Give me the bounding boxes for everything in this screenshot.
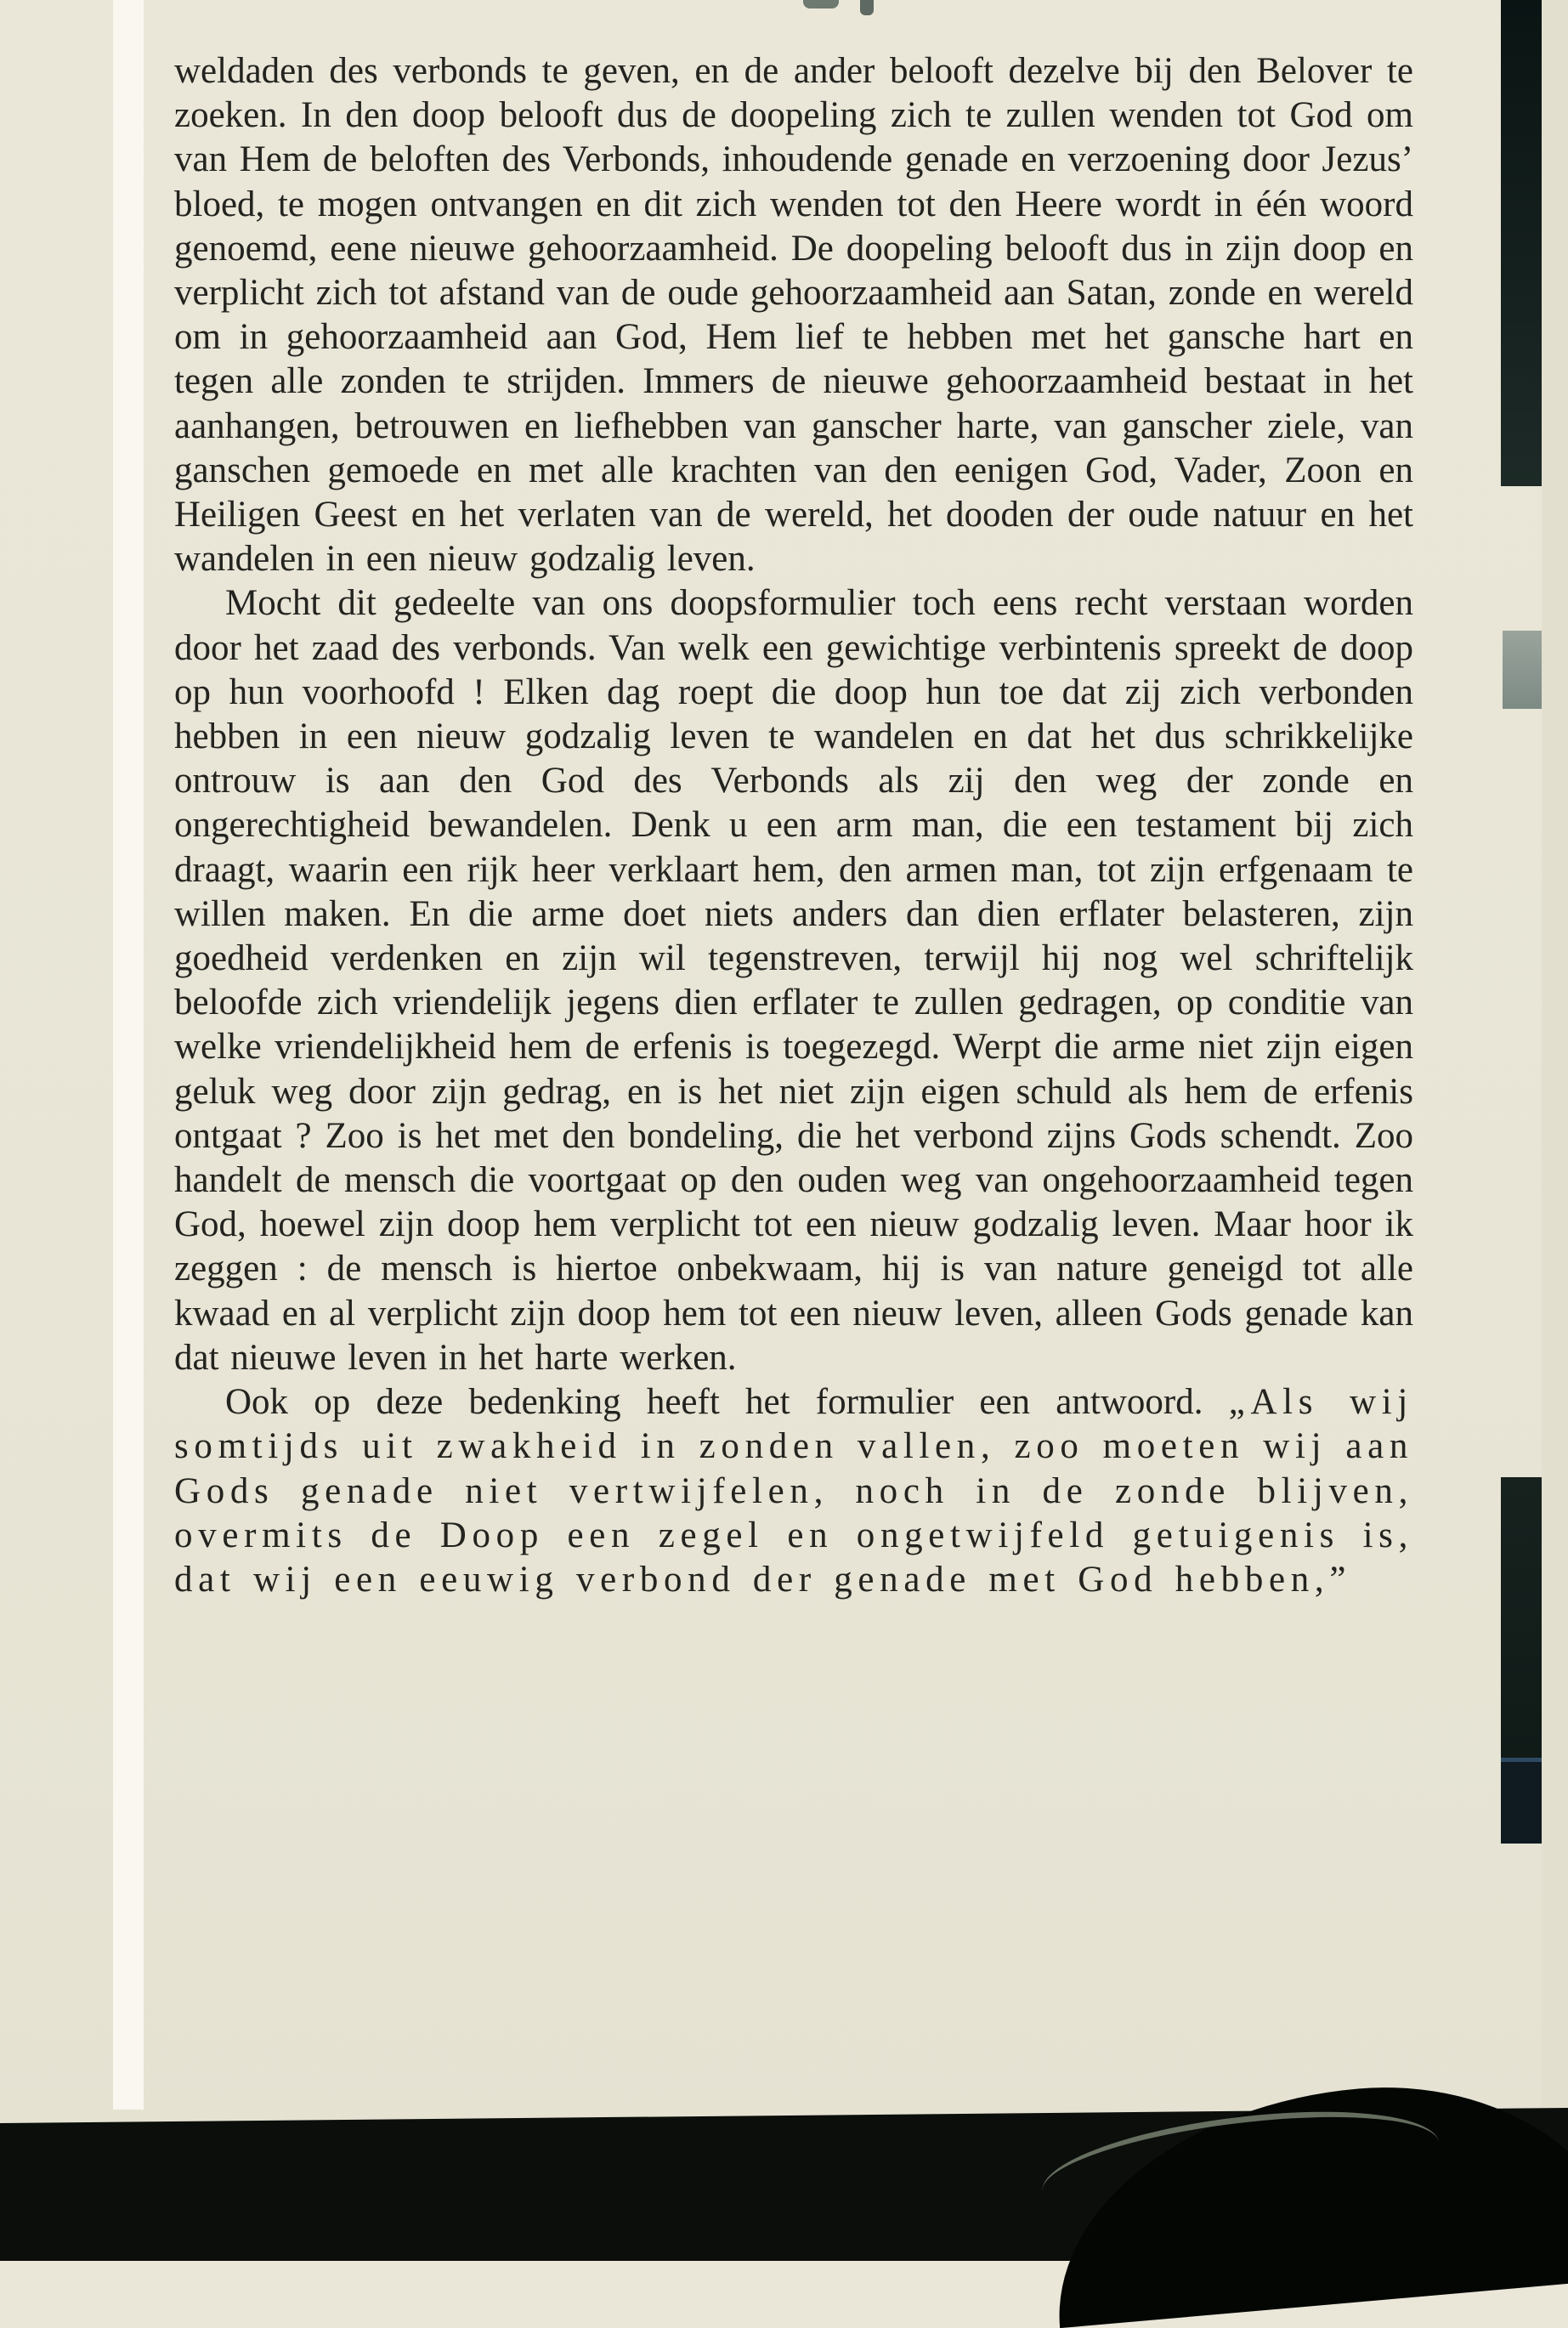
paragraph-3 [174,1380,1413,1602]
paragraph-3-intro: Ook op deze bedenking heeft het formulier een antwoord. [225,1382,1203,1423]
paragraph-3-spaced-quote: „Als wij somtijds uit zwakheid in zonden vallen, zoo moeten wij aan Gods genade niet vertwijfelen, noch in de zonde blijven, overmits de Doop een zegel en ongetwijfeld getuigenis is, dat wij een eeuwig verbond der genade met God hebben,” [174,1382,1414,1600]
scan-artifact-mid-right-bar [1501,1477,1542,1758]
scan-top-edge-speck [860,0,874,15]
paragraph-1: weldaden des verbonds te geven, en de ander belooft dezelve bij den Belover te zoeken. In den doop belooft dus de doopeling zich te zullen wenden tot God om van Hem de beloften des Verbonds, inhoudende genade en verzoening door Jezus’ bloed, te mogen ontvangen en dit zich wenden tot den Heere wordt in één woord genoemd, eene nieuwe gehoorzaamheid. De doopeling belooft dus in zijn doop en verplicht zich tot afstand van de oude gehoorzaamheid aan Satan, zonde en wereld om in gehoorzaamheid aan God, Hem lief te hebben met het gansche hart en tegen alle zonden te strijden. Immers de nieuwe gehoorzaamheid bestaat in het aanhangen, betrouwen en liefhebben van ganscher harte, van ganscher ziele, van ganschen gemoede en met alle krachten van den eenigen God, Vader, Zoon en Heiligen Geest en het verlaten van de wereld, het dooden der oude natuur en het wandelen in een nieuw godzalig leven. [174,51,1413,580]
scan-artifact-gray-block [1503,631,1542,709]
page-text-block [174,49,1413,1602]
scan-top-edge-speck [803,0,839,8]
scan-artifact-top-right-bar [1501,0,1542,486]
scan-left-highlight-strip [113,0,144,2110]
scan-right-page-edge [1542,0,1568,2110]
scan-artifact-low-right-bar [1501,1758,1542,1844]
paragraph-2: Mocht dit gedeelte van ons doopsformulier toch eens recht verstaan worden door het zaad des verbonds. Van welk een gewichtige verbintenis spreekt de doop op hun voorhoofd ! Elken dag roept die doop hun toe dat zij zich verbonden hebben in een nieuw godzalig leven te wandelen en dat het dus schrikkelijke ontrouw is aan den God des Verbonds als zij den weg der zonde en ongerechtigheid bewandelen. Denk u een arm man, die een testament bij zich draagt, waarin een rijk heer verklaart hem, den armen man, tot zijn erfgenaam te willen maken. En die arme doet niets anders dan dien erflater belasteren, zijn goedheid verdenken en zijn wil tegenstreven, terwijl hij nog wel schriftelijk beloofde zich vriendelijk jegens dien erflater te zullen gedragen, op conditie van welke vriendelijkheid hem de erfenis is toegezegd. Werpt die arme niet zijn eigen geluk weg door zijn gedrag, en is het niet zijn eigen schuld als hem de erfenis ontgaat ? Zoo is het met den bondeling, die het verbond zijns Gods schendt. Zoo handelt de mensch die voortgaat op den ouden weg van ongehoorzaamheid tegen God, hoewel zijn doop hem verplicht tot een nieuw godzalig leven. Maar hoor ik zeggen : de mensch is hiertoe onbekwaam, hij is van nature geneigd tot alle kwaad en al verplicht zijn doop hem tot een nieuw leven, alleen Gods genade kan dat nieuwe leven in het harte werken. [174,583,1413,1378]
